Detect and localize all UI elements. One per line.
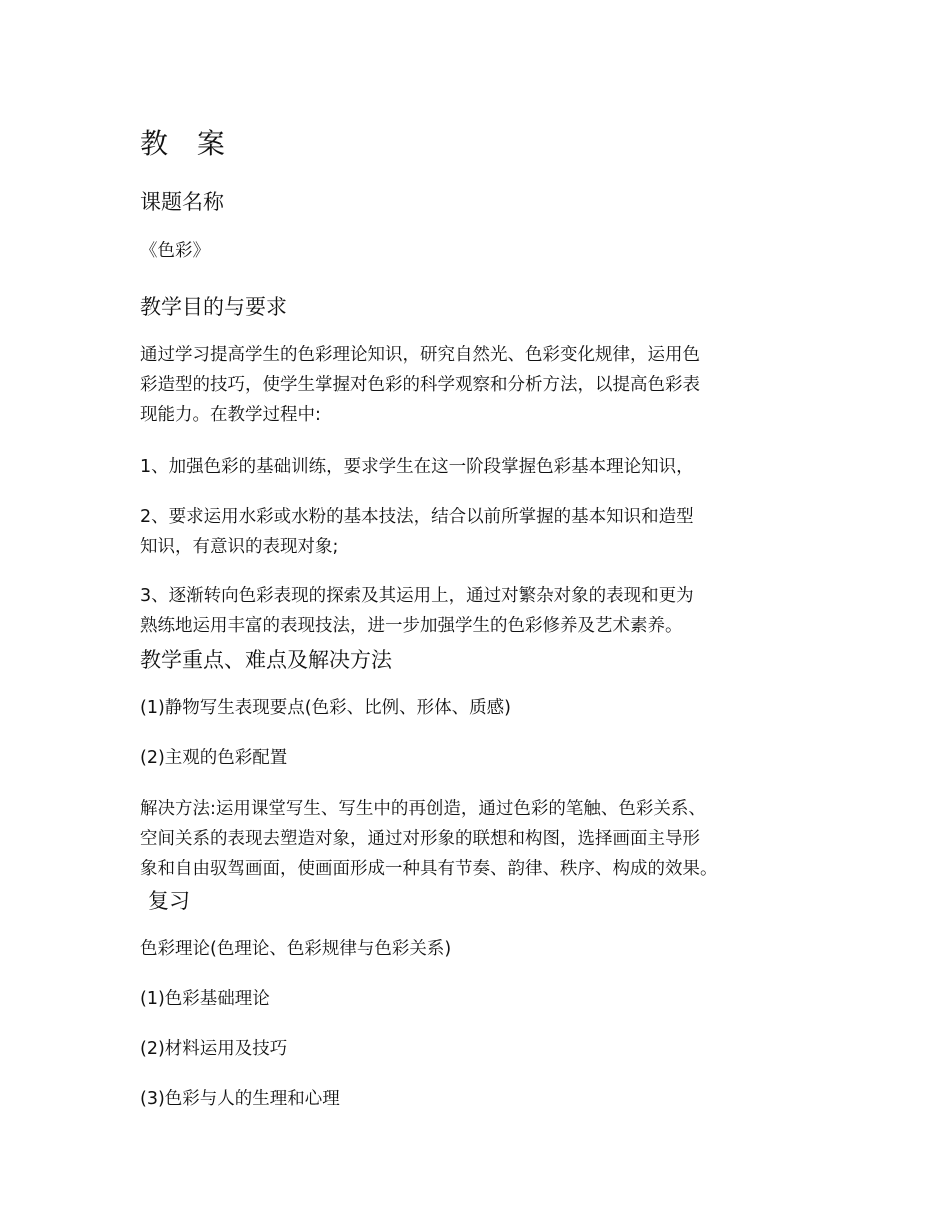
- text-line: 熟练地运用丰富的表现技法，进一步加强学生的色彩修养及艺术素养。: [140, 616, 683, 636]
- goals-paragraph: [140, 340, 830, 430]
- heading-key-points: 教学重点、难点及解决方法: [140, 648, 392, 672]
- text-line: 3、逐渐转向色彩表现的探索及其运用上，通过对繁杂对象的表现和更为: [140, 586, 694, 606]
- text-line: 2、要求运用水彩或水粉的基本技法，结合以前所掌握的基本知识和造型: [140, 507, 694, 527]
- heading-review: 复习: [148, 889, 190, 913]
- goal-item-2: [140, 502, 830, 562]
- text-line: 通过学习提高学生的色彩理论知识，研究自然光、色彩变化规律，运用色: [140, 345, 700, 365]
- text-line: 现能力。在教学过程中:: [140, 405, 321, 425]
- method-paragraph: [140, 794, 830, 884]
- heading-topic-name: 课题名称: [140, 190, 224, 214]
- key-point-2: (2)主观的色彩配置: [140, 748, 288, 768]
- goal-item-1: 1、加强色彩的基础训练，要求学生在这一阶段掌握色彩基本理论知识，: [140, 457, 694, 477]
- review-item-2: (2)材料运用及技巧: [140, 1039, 288, 1059]
- key-point-1: (1)静物写生表现要点(色彩、比例、形体、质感): [140, 698, 511, 718]
- heading-goals: 教学目的与要求: [140, 295, 287, 319]
- review-item-1: (1)色彩基础理论: [140, 989, 270, 1009]
- text-line: 解决方法:运用课堂写生、写生中的再创造，通过色彩的笔触、色彩关系、: [140, 799, 706, 819]
- text-line: 彩造型的技巧，使学生掌握对色彩的科学观察和分析方法，以提高色彩表: [140, 375, 700, 395]
- goal-item-3: [140, 581, 830, 641]
- text-line: 象和自由驭驾画面，使画面形成一种具有节奏、韵律、秩序、构成的效果。: [140, 859, 718, 879]
- review-intro: 色彩理论(色理论、色彩规律与色彩关系): [140, 939, 452, 959]
- topic-name: 《色彩》: [140, 241, 210, 261]
- page-title: 教 案: [140, 127, 235, 160]
- text-line: 知识，有意识的表现对象;: [140, 537, 339, 557]
- text-line: 空间关系的表现去塑造对象，通过对形象的联想和构图，选择画面主导形: [140, 829, 700, 849]
- review-item-3: (3)色彩与人的生理和心理: [140, 1089, 340, 1109]
